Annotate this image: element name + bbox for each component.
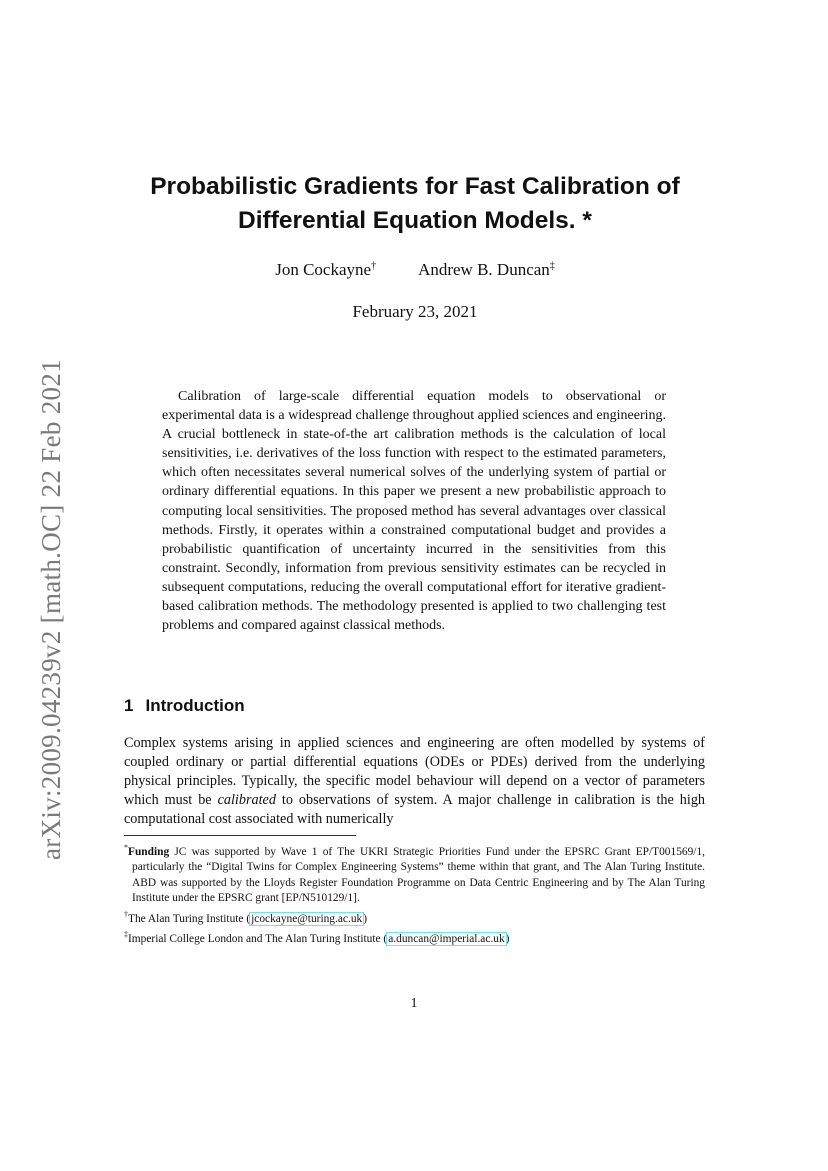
intro-emphasis: calibrated: [217, 792, 276, 808]
affiliation-text: Imperial College London and The Alan Turing Institute: [128, 932, 384, 945]
paren: (: [246, 912, 251, 925]
funding-text: JC was supported by Wave 1 of The UKRI Strategic Priorities Fund under the EPSRC Grant EP/T001569/1, particularly the “Digital Twins for Complex Engineering Systems” theme within that grant, and The Alan Turing Institute. ABD was supported by the Lloyds Register Foundation Programme on Data Centric Engineering and by The Alan Turing Institute under the EPSRC grant [EP/N510129/1].: [132, 845, 705, 905]
paper-title: Probabilistic Gradients for Fast Calibration of Differential Equation Models. *: [150, 173, 680, 234]
intro-text: Complex systems arising in applied sciences and engineering are often modelled by systems of coupled ordinary or partial differential equations (ODEs or PDEs) derived from the underlying physical principles. Typically, the specific model behaviour will depend on a vector of parameters which must be: [124, 735, 705, 808]
footnote-affiliation-1: [124, 907, 705, 927]
footnotes: [124, 840, 705, 947]
section-heading: [124, 696, 245, 716]
footnote-affiliation-2: [124, 927, 705, 947]
footnote-mark: ‡: [124, 930, 128, 940]
author-mark: ‡: [549, 260, 555, 272]
email-link[interactable]: a.duncan@imperial.ac.uk: [388, 932, 505, 945]
paren: ): [505, 932, 510, 945]
affiliation-text: The Alan Turing Institute: [128, 912, 247, 925]
abstract: Calibration of large-scale differential equation models to observational or experimental data is a widespread challenge throughout applied sciences and engineering. A crucial bottleneck in state-of-the art calibration methods is the calculation of local sensitivities, i.e. derivatives of the loss function with respect to the estimated parameters, which often necessitates several numerical solves of the underlying system of partial or ordinary differential equations. In this paper we present a new probabilistic approach to computing local sensitivities. The proposed method has several advantages over classical methods. Firstly, it operates within a constrained computational budget and provides a probabilistic quantification of uncertainty incurred in the sensitivities from this constraint. Secondly, information from previous sensitivity estimates can be recycled in subsequent computations, reducing the overall computational effort for iterative gradient-based calibration methods. The methodology presented is applied to two challenging test problems and compared against classical methods.: [162, 389, 666, 634]
arxiv-side-identifier: arXiv:2009.04239v2 [math.OC] 22 Feb 2021: [36, 359, 66, 860]
paren: ): [363, 912, 368, 925]
footnote-mark: †: [124, 909, 128, 919]
author-name: Andrew B. Duncan: [418, 260, 550, 279]
page-number: 1: [410, 996, 418, 1011]
funding-label: Funding: [128, 845, 170, 858]
paren: (: [383, 932, 388, 945]
introduction-paragraph: [124, 734, 705, 829]
author-list: [120, 260, 710, 280]
intro-text: to observations of system. A major challenge in calibration is the high computational cost associated with numerically: [124, 792, 706, 827]
footnote-mark: *: [124, 843, 128, 852]
paper-date: February 23, 2021: [352, 302, 478, 321]
footnote-rule: [124, 835, 356, 836]
section-title: Introduction: [145, 696, 245, 715]
section-number: 1: [124, 696, 134, 715]
footnote-funding: [124, 840, 705, 907]
author-name: Jon Cockayne: [275, 260, 372, 279]
author-mark: †: [371, 260, 377, 272]
email-link[interactable]: jcockayne@turing.ac.uk: [251, 912, 363, 925]
